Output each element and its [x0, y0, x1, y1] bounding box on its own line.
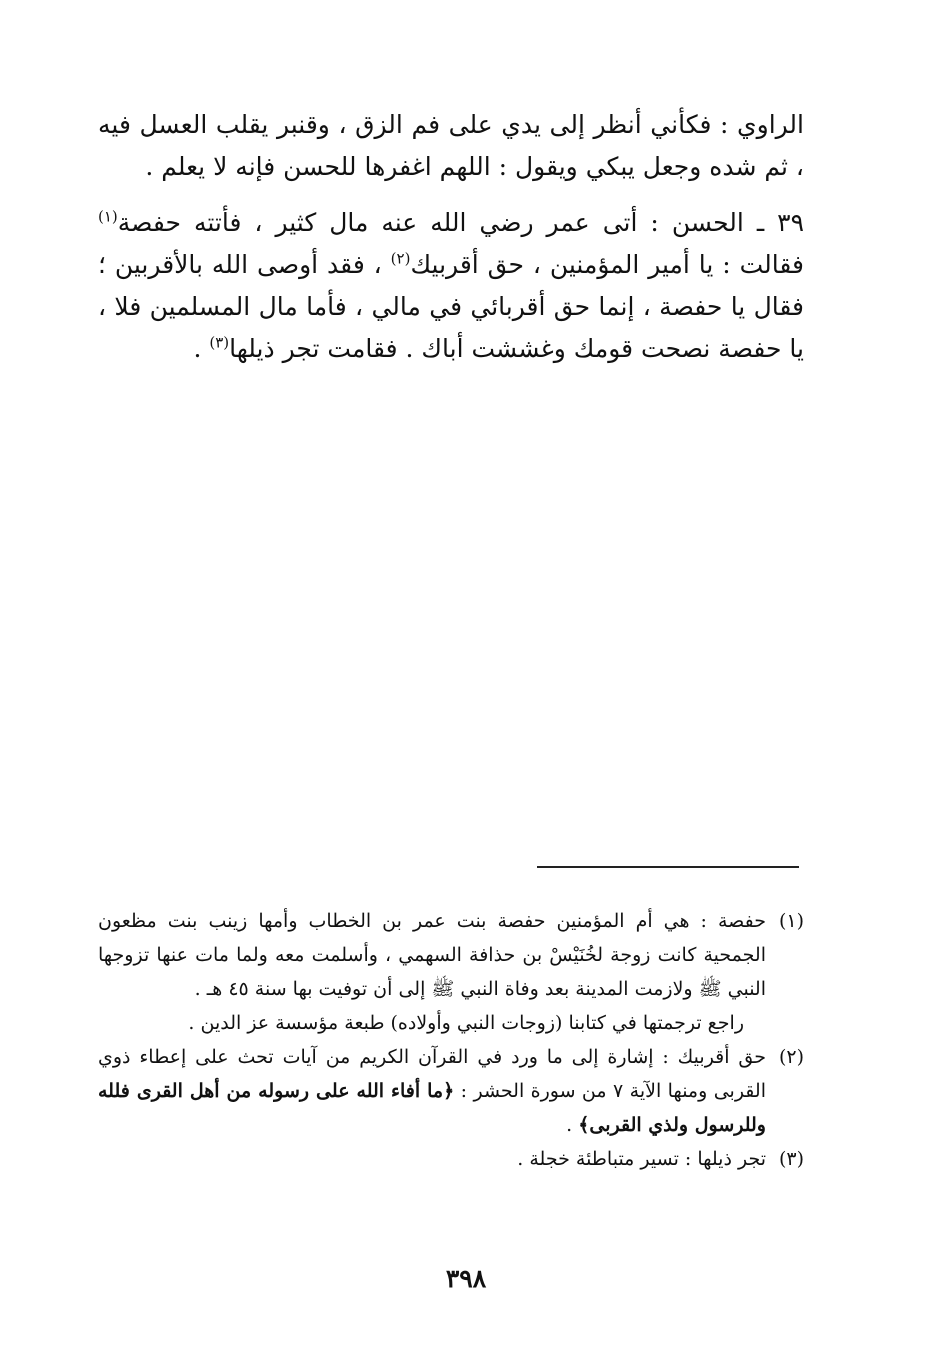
footnote-ref-2[interactable]: (٢) [390, 249, 411, 268]
footnote-separator [537, 866, 799, 868]
page-number: ٣٩٨ [445, 1264, 487, 1293]
footnote-1 [98, 904, 804, 1006]
paragraph-2 [98, 202, 804, 370]
footnote-1-number: (١) [778, 910, 804, 932]
footnote-1-text: حفصة : هي أم المؤمنين حفصة بنت عمر بن الخطاب وأمها زينب بنت مظعون الجمحية كانت زوجة لخُنَيْسْ بن حذافة السهمي ، وأسلمت معه ولما مات عنها تزوجها النبي ﷺ ولازمت المدينة بعد وفاة النبي ﷺ إلى أن توفيت بها سنة ٤٥ هـ . [98, 910, 766, 1000]
footnote-ref-3[interactable]: (٣) [209, 333, 230, 352]
paragraph-2-part-2: فقالت : يا أمير المؤمنين ، حق أقربيك [410, 250, 804, 279]
footnote-2-number: (٢) [778, 1046, 804, 1068]
footnote-3 [98, 1142, 804, 1176]
footnote-2-end: . [566, 1114, 579, 1136]
footnote-2-quran-quote: ﴿ما أفاء الله على رسوله من أهل القرى فلله وللرسول ولذي القربى﴾ [98, 1080, 766, 1136]
paragraph-2-part-4: . [193, 334, 210, 363]
footnotes [98, 904, 804, 1176]
main-text [98, 104, 804, 370]
paragraph-2-part-1: ٣٩ ـ الحسن : أتى عمر رضي الله عنه مال كثير ، فأتته حفصة [117, 208, 804, 237]
footnote-ref-1[interactable]: (١) [98, 207, 118, 226]
footnote-3-text: تجر ذيلها : تسير متباطئة خجلة . [517, 1148, 766, 1170]
paragraph-2-part-3: ، فقد أوصى الله بالأقربين ؛ فقال يا حفصة ، إنما حق أقربائي في مالي ، فأما مال المسلمين فلا ، يا حفصة نصحت قومك وغششت أباك . فقامت تجر ذيلها [98, 250, 804, 363]
paragraph-1: الراوي : فكأني أنظر إلى يدي على فم الزق ، وقنبر يقلب العسل فيه ، ثم شده وجعل يبكي ويقول : اللهم اغفرها للحسن فإنه لا يعلم . [98, 110, 804, 181]
footnote-3-number: (٣) [778, 1148, 804, 1170]
footnote-2 [98, 1040, 804, 1142]
footnote-2-text: حق أقربيك : إشارة إلى ما ورد في القرآن الكريم من آيات تحث على إعطاء ذوي القربى ومنها الآية ٧ من سورة الحشر : [98, 1046, 766, 1102]
footnote-1-reference: راجع ترجمتها في كتابنا (زوجات النبي وأولاده) طبعة مؤسسة عز الدين . [188, 1012, 744, 1034]
